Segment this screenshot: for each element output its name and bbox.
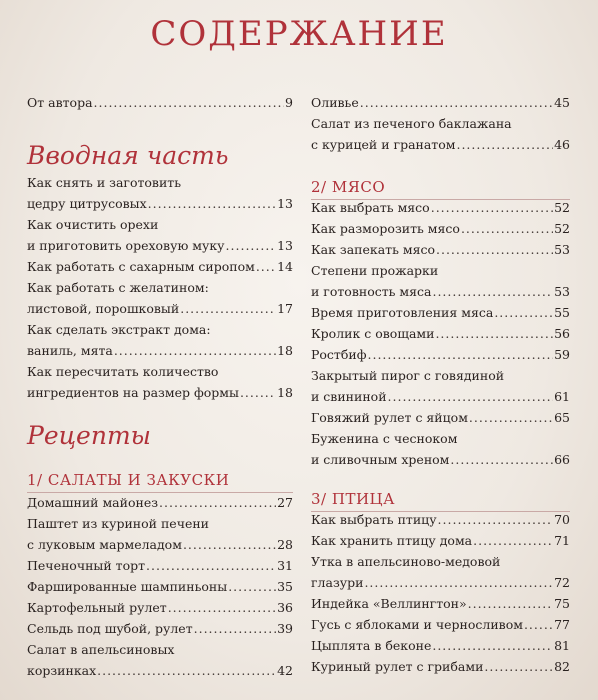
dot-leader <box>168 597 276 618</box>
toc-entry[interactable] <box>27 513 293 555</box>
toc-page-number: 39 <box>277 621 293 636</box>
dot-leader <box>469 407 553 428</box>
toc-entry-title: Буженина с чесноком <box>311 431 458 446</box>
intro-heading: Вводная часть <box>27 141 229 170</box>
dot-leader <box>388 386 554 407</box>
dot-leader <box>431 197 553 218</box>
toc-entry[interactable] <box>27 576 293 597</box>
toc-entry-title: Фаршированные шампиньоны <box>27 579 228 594</box>
toc-entry[interactable] <box>311 656 570 677</box>
dot-leader <box>368 344 554 365</box>
dot-leader <box>228 576 276 597</box>
toc-entry-title: Как пересчитать количество <box>27 364 219 379</box>
toc-entry-title: Ростбиф <box>311 347 367 362</box>
toc-page-number: 75 <box>554 596 570 611</box>
toc-entry-title: Закрытый пирог с говядиной <box>311 368 505 383</box>
toc-page-number: 13 <box>277 196 293 211</box>
section-poultry-heading: 3/ ПТИЦА <box>311 489 570 512</box>
dot-leader <box>473 530 553 551</box>
dot-leader <box>97 660 276 681</box>
toc-page-number: 82 <box>554 659 570 674</box>
toc-entry[interactable] <box>311 197 570 218</box>
dot-leader <box>148 193 276 214</box>
dot-leader <box>461 218 553 239</box>
toc-entry[interactable] <box>311 302 570 323</box>
toc-page-number: 35 <box>277 579 293 594</box>
dot-leader <box>435 323 553 344</box>
toc-entry[interactable] <box>27 492 293 513</box>
toc-entry-title: Салат в апельсиновых <box>27 642 175 657</box>
toc-page-number: 13 <box>277 238 293 253</box>
dot-leader <box>438 509 554 530</box>
toc-entry-title: Как выбрать птицу <box>311 512 437 527</box>
toc-entry-title: Цыплята в беконе <box>311 638 432 653</box>
toc-entry-title: корзинках <box>27 663 97 678</box>
toc-page-number: 53 <box>554 284 570 299</box>
toc-page-number: 14 <box>277 259 293 274</box>
dot-leader <box>468 593 553 614</box>
toc-page-number: 59 <box>554 347 570 362</box>
toc-entry-title: Домашний майонез <box>27 495 159 510</box>
toc-entry[interactable] <box>311 323 570 344</box>
toc-entry-title: и готовность мяса <box>311 284 432 299</box>
toc-entry-title: Картофельный рулет <box>27 600 167 615</box>
toc-page-number: 53 <box>554 242 570 257</box>
toc-entry-title: ингредиентов на размер формы <box>27 385 239 400</box>
toc-page-number: 42 <box>277 663 293 678</box>
dot-leader <box>94 92 285 113</box>
toc-page-number: 77 <box>554 617 570 632</box>
toc-page-number: 81 <box>554 638 570 653</box>
toc-entry-title: с луковым мармеладом <box>27 537 182 552</box>
section-salads-heading: 1/ САЛАТЫ И ЗАКУСКИ <box>27 470 293 493</box>
dot-leader <box>524 614 553 635</box>
toc-page-number: 52 <box>554 200 570 215</box>
toc-entry-title: Как хранить птицу дома <box>311 533 473 548</box>
toc-entry-title: с курицей и гранатом <box>311 137 456 152</box>
toc-page-number: 61 <box>554 389 570 404</box>
toc-entry-title: Время приготовления мяса <box>311 305 494 320</box>
toc-entry[interactable] <box>27 92 293 113</box>
dot-leader <box>180 298 276 319</box>
dot-leader <box>159 492 276 513</box>
toc-entry[interactable] <box>27 277 293 319</box>
toc-entry[interactable] <box>311 113 570 155</box>
toc-page-number: 72 <box>554 575 570 590</box>
toc-entry-title: Как работать с сахарным сиропом <box>27 259 255 274</box>
toc-entry-title: Куриный рулет с грибами <box>311 659 484 674</box>
toc-entry[interactable] <box>311 218 570 239</box>
toc-entry[interactable] <box>27 214 293 256</box>
toc-entry-title: Как сделать экстракт дома: <box>27 322 211 337</box>
toc-page-number: 45 <box>554 95 570 110</box>
toc-entry[interactable] <box>311 428 570 470</box>
toc-entry[interactable] <box>311 635 570 656</box>
toc-entry-title: и приготовить ореховую муку <box>27 238 225 253</box>
dot-leader <box>364 572 553 593</box>
toc-page-number: 46 <box>554 137 570 152</box>
toc-entry[interactable] <box>27 319 293 361</box>
dot-leader <box>436 239 553 260</box>
toc-entry-title: Индейка «Веллингтон» <box>311 596 467 611</box>
dot-leader <box>456 134 553 155</box>
toc-entry[interactable] <box>27 361 293 403</box>
toc-entry-title: Кролик с овощами <box>311 326 435 341</box>
toc-page-number: 66 <box>554 452 570 467</box>
toc-entry-title: листовой, порошковый <box>27 301 180 316</box>
dot-leader <box>432 635 553 656</box>
toc-entry-title: Утка в апельсиново-медовой <box>311 554 501 569</box>
toc-page-number: 52 <box>554 221 570 236</box>
toc-page-number: 70 <box>554 512 570 527</box>
toc-entry[interactable] <box>311 407 570 428</box>
dot-leader <box>450 449 553 470</box>
toc-entry-title: глазури <box>311 575 364 590</box>
toc-entry-title: Как выбрать мясо <box>311 200 430 215</box>
toc-page-number: 55 <box>554 305 570 320</box>
dot-leader <box>183 534 276 555</box>
toc-entry-title: Оливье <box>311 95 359 110</box>
toc-entry[interactable] <box>27 639 293 681</box>
toc-entry-title: Печеночный торт <box>27 558 146 573</box>
dot-leader <box>494 302 553 323</box>
toc-entry[interactable] <box>311 614 570 635</box>
toc-page-number: 18 <box>277 385 293 400</box>
toc-page-number: 71 <box>554 533 570 548</box>
toc-entry-title: Как запекать мясо <box>311 242 436 257</box>
toc-entry-title: Степени прожарки <box>311 263 439 278</box>
dot-leader <box>194 618 276 639</box>
toc-entry[interactable] <box>311 239 570 260</box>
dot-leader <box>146 555 276 576</box>
toc-entry-title: Как снять и заготовить <box>27 175 182 190</box>
dot-leader <box>484 656 553 677</box>
toc-entry-title: Салат из печеного баклажана <box>311 116 512 131</box>
page-title: СОДЕРЖАНИЕ <box>150 14 448 54</box>
toc-entry-title: и свининой <box>311 389 387 404</box>
toc-page-number: 18 <box>277 343 293 358</box>
toc-entry[interactable] <box>27 172 293 214</box>
toc-entry[interactable] <box>311 260 570 302</box>
section-meat-heading: 2/ МЯСО <box>311 177 570 200</box>
toc-entry-title: Паштет из куриной печени <box>27 516 210 531</box>
toc-entry[interactable] <box>311 530 570 551</box>
toc-page-number: 56 <box>554 326 570 341</box>
dot-leader <box>114 340 276 361</box>
toc-entry-title: ваниль, мята <box>27 343 113 358</box>
toc-page-number: 27 <box>277 495 293 510</box>
dot-leader <box>432 281 553 302</box>
toc-entry-title: Сельдь под шубой, рулет <box>27 621 193 636</box>
toc-entry[interactable] <box>311 92 570 113</box>
toc-entry-title: Говяжий рулет с яйцом <box>311 410 468 425</box>
toc-entry[interactable] <box>27 256 293 277</box>
toc-entry[interactable] <box>27 618 293 639</box>
toc-page-number: 9 <box>285 95 293 110</box>
toc-entry[interactable] <box>311 509 570 530</box>
toc-entry-title: От автора <box>27 95 93 110</box>
toc-entry-title: Как работать с желатином: <box>27 280 209 295</box>
toc-entry-title: Как разморозить мясо <box>311 221 460 236</box>
toc-entry[interactable] <box>311 344 570 365</box>
dot-leader <box>256 256 276 277</box>
toc-entry[interactable] <box>311 551 570 593</box>
toc-page-number: 36 <box>277 600 293 615</box>
toc-entry-title: Гусь с яблоками и черносливом <box>311 617 523 632</box>
dot-leader <box>240 382 276 403</box>
recipes-heading: Рецепты <box>27 421 152 450</box>
dot-leader <box>360 92 553 113</box>
toc-page-number: 17 <box>277 301 293 316</box>
toc-page-number: 65 <box>554 410 570 425</box>
toc-page-number: 31 <box>277 558 293 573</box>
toc-entry-title: Как очистить орехи <box>27 217 159 232</box>
dot-leader <box>226 235 277 256</box>
toc-entry-title: цедру цитрусовых <box>27 196 147 211</box>
toc-entry[interactable] <box>311 365 570 407</box>
toc-entry[interactable] <box>27 555 293 576</box>
toc-entry[interactable] <box>311 593 570 614</box>
toc-entry-title: и сливочным хреном <box>311 452 450 467</box>
toc-page-number: 28 <box>277 537 293 552</box>
toc-entry[interactable] <box>27 597 293 618</box>
